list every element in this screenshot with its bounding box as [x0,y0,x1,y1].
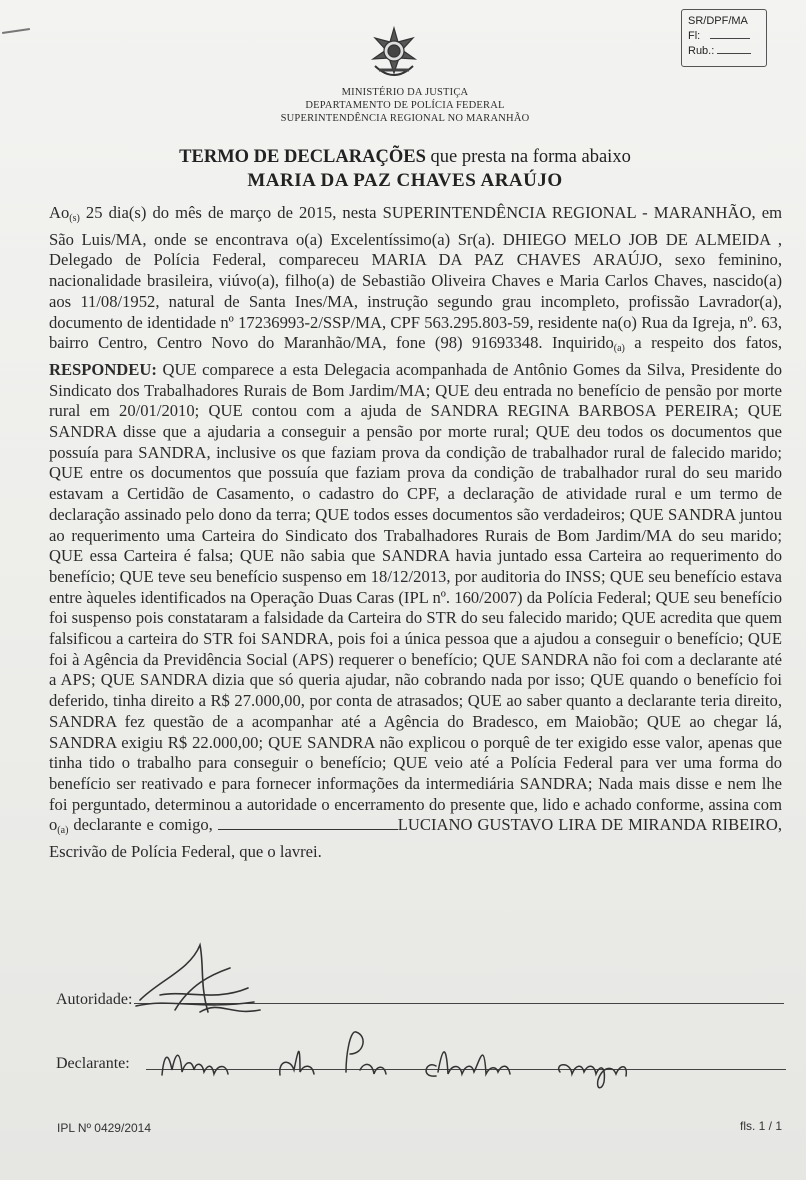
stamp-folio-row [688,29,760,44]
stamp-folio-label: Fl: [688,30,701,42]
declarant-name: MARIA DA PAZ CHAVES ARAÚJO [247,170,563,191]
title-rest: que presta na forma abaixo [425,147,631,167]
body-respondeu: RESPONDEU: [49,359,157,379]
body-intro: 25 dia(s) do mês de março de 2015, nesta SUPERINTENDÊNCIA REGIONAL - MARANHÃO, em São Luis/MA, onde se encontrava o(a) Excelentíssimo(a) Sr(a). DHIEGO MELO JOB DE ALMEIDA , Delegado de Polícia Federal, compareceu MARIA DA PAZ CHAVES ARAÚJO, sexo feminino, nacionalidade brasileira, viúvo(a), filho(a) de Sebastião Oliveira Chaves e Maria Carlos Chaves, nascido(a) aos 11/08/1952, natural de Santa Ines/MA, instrução segundo grau incompleto, profissão Lavrador(a), documento de identidade nº 17236993-2/SSP/MA, CPF 563.295.803-59, residente na(o) Rua da Igreja, nº. 63, bairro Centro, Centro Novo do Maranhão/MA, fone (98) 91693348. Inquirido [49,203,782,353]
declarante-signature-icon [150,1020,690,1090]
body-inq-sub: (a) [613,343,625,355]
stamp-office: SR/DPF/MA [688,15,748,27]
declarante-label: Declarante: [56,1055,130,1072]
superintendency-line: SUPERINTENDÊNCIA REGIONAL NO MARANHÃO [280,113,530,124]
stamp-rubric-row [688,44,760,59]
body-clerk: LUCIANO GUSTAVO LIRA DE MIRANDA RIBEIRO, Escrivão de Polícia Federal, que o lavrei. [49,815,782,862]
body-o-sub: (a) [57,825,69,837]
autoridade-signature-icon [130,940,270,1020]
ministry-line: MINISTÉRIO DA JUSTIÇA [341,87,469,98]
document-title [100,146,710,192]
folio-stamp [681,9,767,67]
corner-pen-mark [2,28,30,34]
body-closing: declarante e comigo, [68,815,218,835]
declaration-body [49,203,782,863]
clerk-signature-blank [218,815,398,830]
body-ao-sub: (s) [69,213,80,224]
title-bold: TERMO DE DECLARAÇÕES [179,147,426,167]
body-ao: Ao [49,203,70,222]
ipl-number: IPL Nº 0429/2014 [57,1121,152,1135]
department-line: DEPARTAMENTO DE POLÍCIA FEDERAL [305,100,505,111]
body-statements: QUE comparece a esta Delegacia acompanhada de Antônio Gomes da Silva, Presidente do Sindicato dos Trabalhadores Rurais de Bom Jardim/MA; QUE deu entrada no benefício de pensão por morte rural em 20/01/2010; QUE contou com a ajuda de SANDRA REGINA BARBOSA PEREIRA; QUE SANDRA disse que a ajudaria a conseguir a pensão por morte rural; QUE deu todos os documentos que possuía para SANDRA, inclusive os que faziam prova da condição de trabalhador rural de falecido marido; QUE entre os documentos que possuía que faziam prova da condição de trabalhador rural do seu marido estavam a Certidão de Casamento, o cadastro do CPF, a declaração de atividade rural e um termo de declaração assinado pelo dono da terra; QUE todos esses documentos são verdadeiros; QUE SANDRA juntou ao requerimento uma Carteira do Sindicato dos Trabalhadores Rurais de Bom Jardim/MA do seu marido; QUE essa Carteira é falsa; QUE não sabia que SANDRA havia juntado essa Carteira ao requerimento do benefício; QUE teve seu benefício suspenso em 18/12/2013, por auditoria do INSS; QUE seu benefício estava entre àqueles identificados na Operação Duas Caras (IPL nº. 160/2007) da Polícia Federal; QUE seu benefício foi suspenso pois constataram a falsidade da Carteira do STR do seu falecido marido; QUE acredita que quem falsificou a carteira do STR foi SANDRA, pois foi a única pessoa que a ajudou a conseguir o benefício; QUE foi à Agência da Previdência Social (APS) requerer o benefício; QUE SANDRA não foi com a declarante até a APS; QUE SANDRA dizia que só queria ajudar, não cobrando nada por isso; QUE quando o benefício foi deferido, tinha direito a R$ 27.000,00, por conta de atrasados; QUE ao saber quanto a declarante teria direito, SANDRA fez questão de a acompanhar até a Agência do Bradesco, em Maiobão; QUE ao chegar lá, SANDRA exigiu R$ 22.000,00; QUE SANDRA não explicou o porquê de ter exigido esse valor, apenas que tinha tido o trabalho para conseguir o benefício; QUE veio até a Polícia Federal para ver uma forma do benefício ser reativado e para fornecer informações da intermediária SANDRA; Nada mais disse e nem lhe foi perguntado, determinou a autoridade o encerramento do presente que, lido e achado conforme, assina com o [49,359,782,835]
coat-of-arms-icon [367,26,421,84]
autoridade-label: Autoridade: [56,991,133,1008]
title-line [100,146,710,169]
institution-header [210,86,600,125]
page-count: fls. 1 / 1 [740,1119,783,1133]
stamp-rubric-label: Rub.: [688,45,715,57]
body-respect: a respeito dos fatos, [624,333,782,353]
